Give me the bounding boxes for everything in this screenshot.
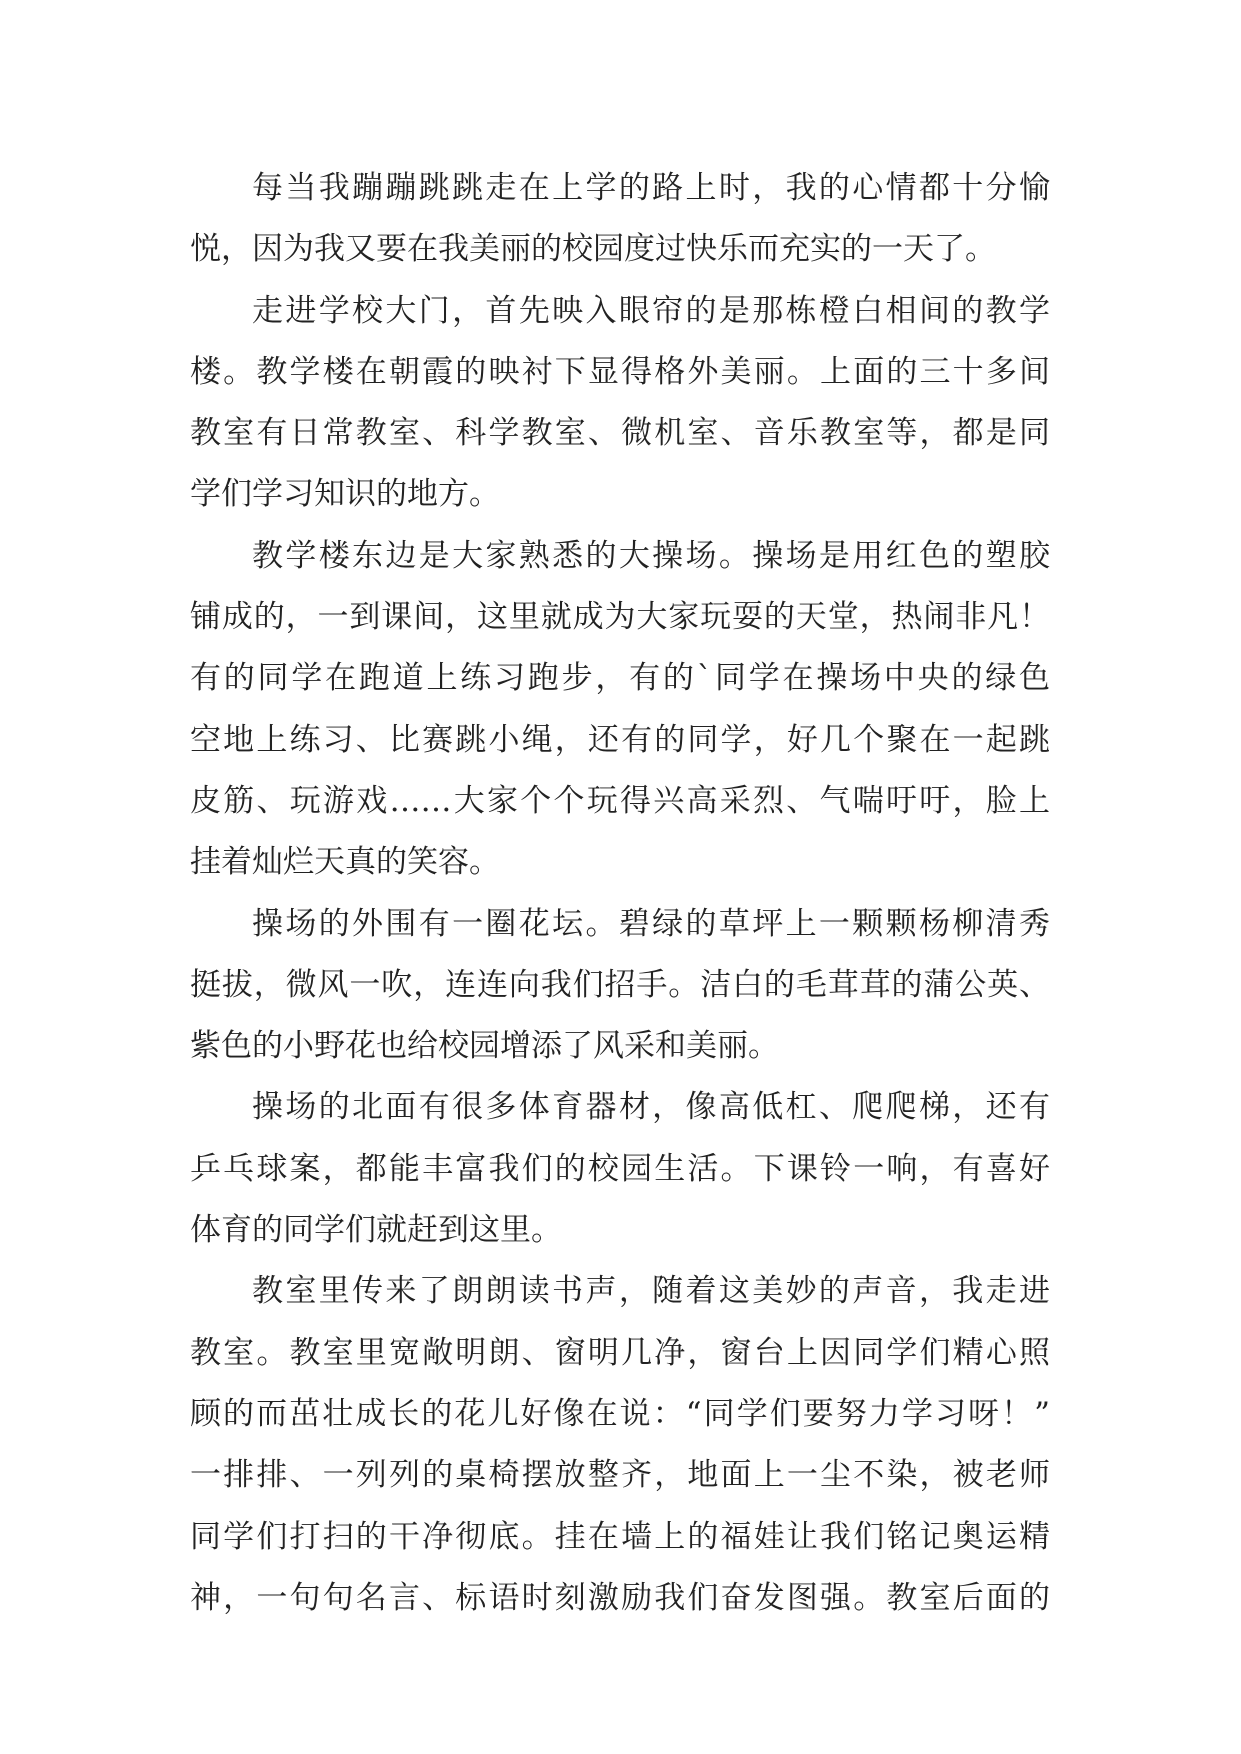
essay-body: [190, 158, 1050, 1629]
text-line: 神，一句句名言、标语时刻激励我们奋发图强。教室后面的: [190, 1579, 1050, 1616]
text-line: 铺成的，一到课间，这里就成为大家玩耍的天堂，热闹非凡！: [190, 599, 1050, 636]
paragraph: [190, 158, 1050, 281]
paragraph: [190, 1077, 1050, 1261]
text-line: 有的同学在跑道上练习跑步，有的`同学在操场中央的绿色: [190, 660, 1050, 697]
text-line: 一排排、一列列的桌椅摆放整齐，地面上一尘不染，被老师: [190, 1457, 1050, 1494]
text-line: 紫色的小野花也给校园增添了风采和美丽。: [190, 1028, 779, 1065]
paragraph: [190, 894, 1050, 1078]
text-line: 皮筋、玩游戏……大家个个玩得兴高采烈、气喘吁吁，脸上: [190, 782, 1050, 819]
text-line: 学们学习知识的地方。: [190, 476, 500, 513]
text-line: 教室有日常教室、科学教室、微机室、音乐教室等，都是同: [190, 415, 1050, 452]
text-line: 空地上练习、比赛跳小绳，还有的同学，好几个聚在一起跳: [190, 721, 1050, 758]
text-line: 教室里传来了朗朗读书声，随着这美妙的声音，我走进: [252, 1273, 1050, 1310]
text-line: 每当我蹦蹦跳跳走在上学的路上时，我的心情都十分愉: [252, 170, 1050, 206]
text-line: 教室。教室里宽敞明朗、窗明几净，窗台上因同学们精心照: [190, 1334, 1050, 1371]
text-line: 悦，因为我又要在我美丽的校园度过快乐而充实的一天了。: [190, 231, 996, 268]
text-line: 挂着灿烂天真的笑容。: [190, 844, 500, 881]
text-line: 走进学校大门，首先映入眼帘的是那栋橙白相间的教学: [252, 292, 1050, 329]
paragraph: [190, 1261, 1050, 1629]
paragraph: [190, 526, 1050, 894]
text-line: 体育的同学们就赶到这里。: [190, 1212, 562, 1249]
text-line: 楼。教学楼在朝霞的映衬下显得格外美丽。上面的三十多间: [190, 353, 1050, 390]
text-line: 挺拔，微风一吹，连连向我们招手。洁白的毛茸茸的蒲公英、: [190, 966, 1050, 1003]
text-line: 顾的而茁壮成长的花儿好像在说：“同学们要努力学习呀！”: [190, 1395, 1050, 1432]
text-line: 教学楼东边是大家熟悉的大操场。操场是用红色的塑胶: [252, 537, 1050, 574]
text-line: 操场的北面有很多体育器材，像高低杠、爬爬梯，还有: [252, 1089, 1050, 1126]
paragraph: [190, 281, 1050, 526]
text-line: 同学们打扫的干净彻底。挂在墙上的福娃让我们铭记奥运精: [190, 1518, 1050, 1555]
text-line: 乒乓球案，都能丰富我们的校园生活。下课铃一响，有喜好: [190, 1150, 1050, 1187]
text-line: 操场的外围有一圈花坛。碧绿的草坪上一颗颗杨柳清秀: [252, 905, 1050, 942]
